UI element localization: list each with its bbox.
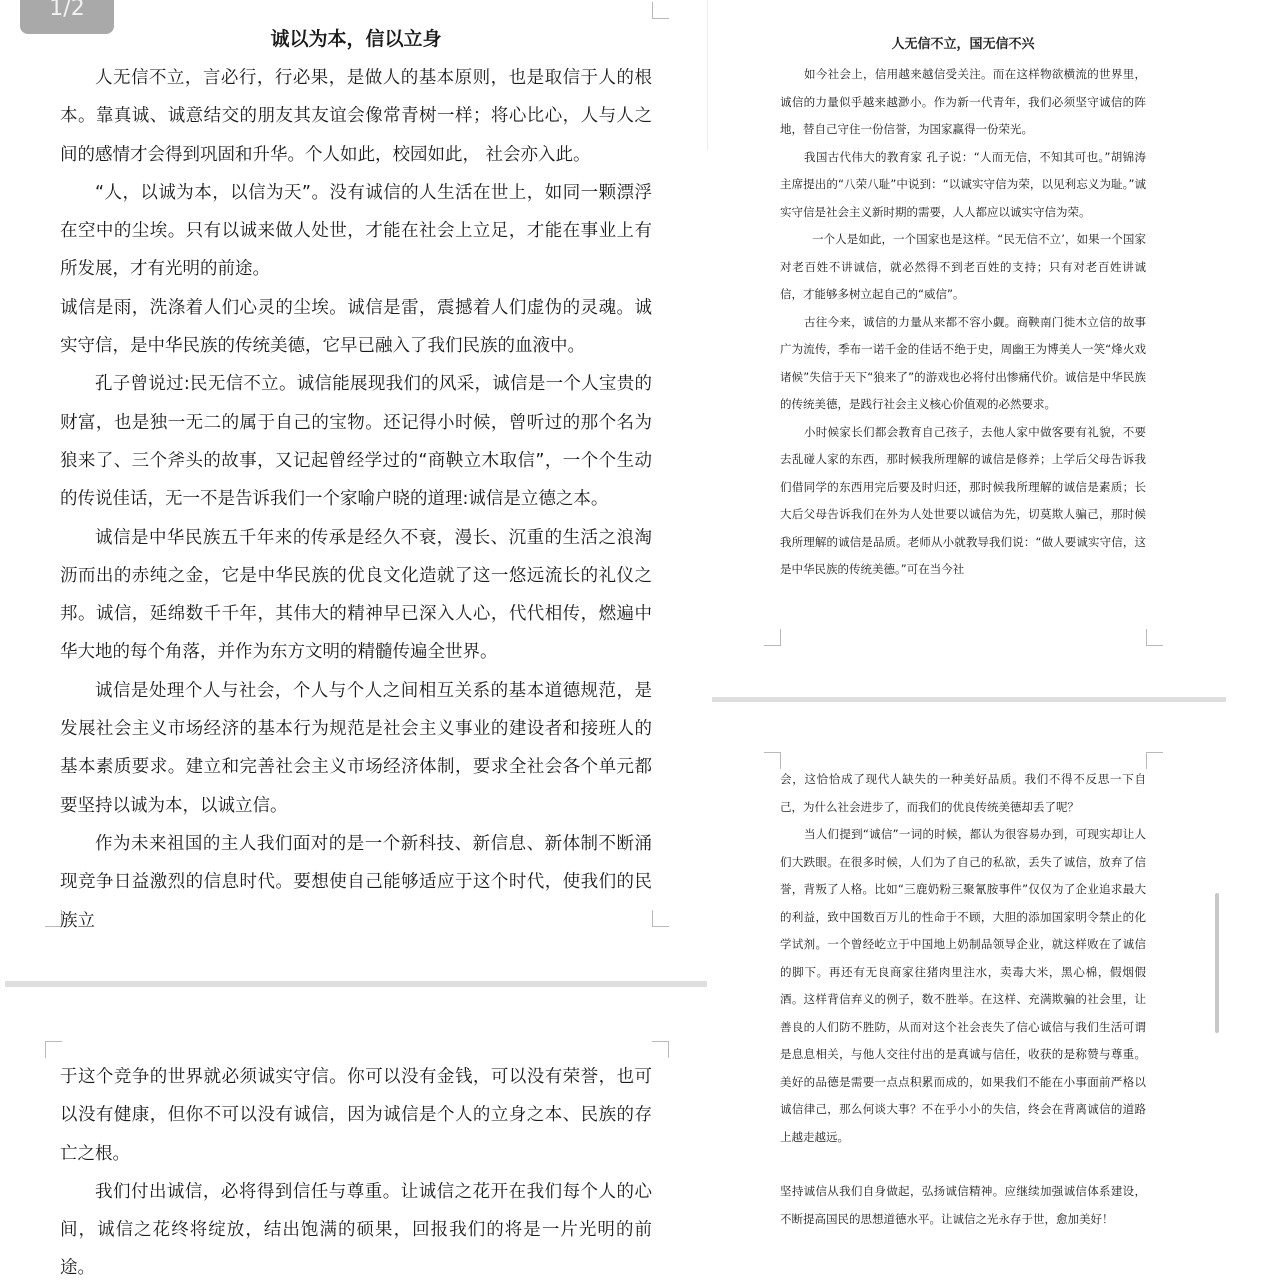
left-document-page-2 xyxy=(60,1058,652,1288)
paragraph: 于这个竞争的世界就必须诚实守信。你可以没有金钱，可以没有荣誉，也可以没有健康，但你不可以没有诚信，因为诚信是个人的立身之本、民族的存亡之根。 xyxy=(60,1067,652,1164)
page-separator-right xyxy=(712,697,1226,702)
page-indicator-text: 1/2 xyxy=(49,0,85,21)
crop-mark xyxy=(652,2,669,19)
crop-mark xyxy=(1146,752,1163,769)
paragraph: 坚持诚信从我们自身做起，弘扬诚信精神。应继续加强诚信体系建设，不断提高国民的思想道德水平。让诚信之光永存于世，愈加美好！ xyxy=(780,1184,1146,1226)
left-document-page-1 xyxy=(60,21,652,940)
paragraph: 诚信是中华民族五千年来的传承是经久不衰，漫长、沉重的生活之浪淘沥而出的赤纯之金，它是中华民族的优良文化造就了这一悠远流长的礼仪之邦。诚信，延绵数千千年，其伟大的精神早已深入人心，代代相传，燃遍中华大地的每个角落，并作为东方文明的精髓传遍全世界。 xyxy=(60,527,652,663)
paragraph: 当人们提到“诚信”一词的时候，都认为很容易办到，可现实却让人们大跌眼。在很多时候，人们为了自己的私欲，丢失了诚信，放弃了信誉，背叛了人格。比如“三鹿奶粉三聚氰胺事件”仅仅为了企业追求最大的利益，致中国数百万儿的性命于不顾，大胆的添加国家明令禁止的化学试剂。一个曾经屹立于中国地上奶制品领导企业，就这样败在了诚信的脚下。再还有无良商家往猪肉里注水，卖毒大米，黑心棉，假烟假酒。这样背信弃义的例子，数不胜举。在这样、充满欺骗的社会里，让善良的人们防不胜防，从而对这个社会丧失了信心诚信与我们生活可谓是息息相关，与他人交往付出的是真诚与信任，收获的是称赞与尊重。美好的品德是需要一点点积累而成的，如果我们不能在小事面前严格以诚信律己，那么何谈大事？不在乎小小的失信，终会在背离诚信的道路上越走越远。 xyxy=(780,827,1146,1144)
paragraph: “人，以诚为本，以信为天”。没有诚信的人生活在世上，如同一颗漂浮在空中的尘埃。只有以诚来做人处世，才能在社会上立足，才能在事业上有所发展，才有光明的前途。 xyxy=(60,182,652,280)
crop-mark xyxy=(652,910,669,927)
crop-mark xyxy=(1146,629,1163,646)
page-separator-left xyxy=(5,981,707,987)
paragraph: 诚信是处理个人与社会，个人与个人之间相互关系的基本道德规范，是发展社会主义市场经济的基本行为规范是社会主义事业的建设者和接班人的基本素质要求。建立和完善社会主义市场经济体制，要求全社会各个单元都要坚持以诚为本，以诚立信。 xyxy=(60,680,652,816)
right-document-page-1 xyxy=(780,30,1146,584)
paragraph: 诚信是雨，洗涤着人们心灵的尘埃。诚信是雷，震撼着人们虚伪的灵魂。诚实守信，是中华民族的传统美德，它早已融入了我们民族的血液中。 xyxy=(60,297,652,357)
paragraph: 如今社会上，信用越来越信受关注。而在这样物欲横流的世界里，诚信的力量似乎越来越渺小。作为新一代青年，我们必须坚守诚信的阵地，替自己守住一份信誉，为国家赢得一份荣光。 xyxy=(780,67,1146,136)
paragraph: 小时候家长们都会教育自己孩子，去他人家中做客要有礼貌，不要去乱碰人家的东西，那时候我所理解的诚信是修养；上学后父母告诉我们借同学的东西用完后要及时归还，那时候我所理解的诚信是素质；长大后父母告诉我们在外为人处世要以诚信为先，切莫欺人骗己，那时候我所理解的诚信是品质。老师从小就教导我们说：“做人要诚实守信，这是中华民族的传统美德。”可在当今社 xyxy=(780,424,1146,576)
crop-mark xyxy=(652,1041,669,1058)
paragraph: 人无信不立，言必行，行必果，是做人的基本原则，也是取信于人的根本。靠真诚、诚意结交的朋友其友谊会像常青树一样；将心比心，人与人之间的感情才会得到巩固和升华。个人如此，校园如此， 社会亦入此。 xyxy=(60,68,652,165)
paragraph: 我国古代伟大的教育家 孔子说：“人而无信，不知其可也。”胡锦涛主席提出的“八荣八耻”中说到：“以诚实守信为荣，以见利忘义为耻。”诚实守信是社会主义新时期的需要，人人都应以诚实守信为荣。 xyxy=(780,149,1146,219)
paragraph: 作为未来祖国的主人我们面对的是一个新科技、新信息、新体制不断涌现竞争日益激烈的信息时代。要想使自己能够适应于这个时代，使我们的民族立 xyxy=(60,833,652,931)
crop-mark xyxy=(45,1041,62,1058)
right-document-page-2 xyxy=(780,766,1146,1233)
essay-title: 诚以为本，信以立身 xyxy=(270,28,442,50)
paragraph: 会，这恰恰成了现代人缺失的一种美好品质。我们不得不反思一下自己，为什么社会进步了，而我们的优良传统美德却丢了呢？ xyxy=(780,772,1146,814)
essay-title: 人无信不立，国无信不兴 xyxy=(891,37,1035,52)
page-divider-vertical xyxy=(707,0,708,150)
crop-mark xyxy=(764,629,781,646)
paragraph: 一个人是如此，一个国家也是这样。“民无信不立’，如果一个国家对老百姓不讲诚信，就必然得不到老百姓的支持；只有对老百姓讲诚信，才能够多树立起自己的“威信”。 xyxy=(780,232,1146,301)
paragraph: 古往今来，诚信的力量从来都不容小觑。商鞅南门徙木立信的故事广为流传，季布一诺千金的佳话不绝于史，周幽王为博美人一笑“烽火戏诸候”失信于天下“狼来了”的游戏也必将付出惨痛代价。诚信是中华民族的传统美德，是践行社会主义核心价值观的必然要求。 xyxy=(780,314,1146,411)
scrollbar-thumb[interactable] xyxy=(1215,893,1219,1033)
crop-mark xyxy=(764,752,781,769)
paragraph: 我们付出诚信，必将得到信任与尊重。让诚信之花开在我们每个人的心间，诚信之花终将绽放，结出饱满的硕果，回报我们的将是一片光明的前途。 xyxy=(60,1181,652,1279)
paragraph: 孔子曾说过:民无信不立。诚信能展现我们的风采，诚信是一个人宝贵的财富，也是独一无二的属于自己的宝物。还记得小时候，曾听过的那个名为狼来了、三个斧头的故事，又记起曾经学过的“商鞅立木取信”，一个个生动的传说佳话，无一不是告诉我们一个家喻户晓的道理:诚信是立德之本。 xyxy=(60,374,652,510)
